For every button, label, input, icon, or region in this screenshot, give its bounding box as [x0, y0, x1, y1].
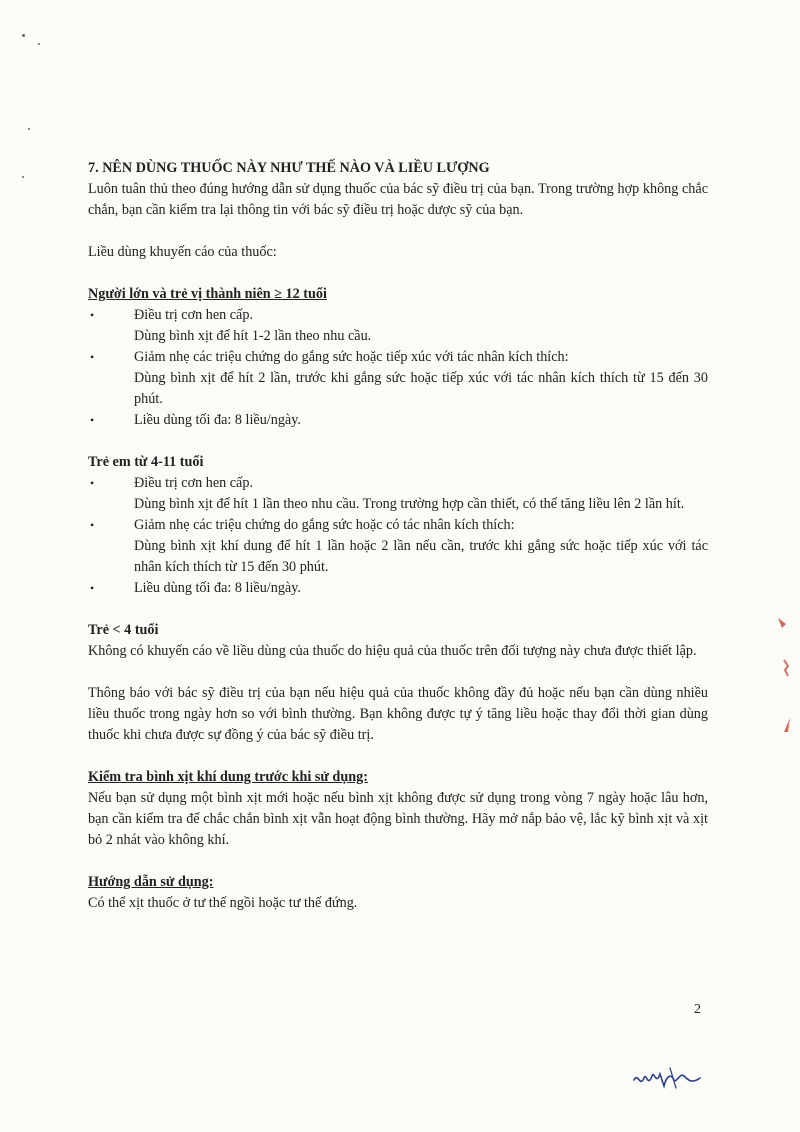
item-text: Điều trị cơn hen cấp.: [134, 475, 253, 491]
item-detail: Dùng bình xịt để hít 1-2 lần theo nhu cầu.: [134, 328, 372, 344]
adults-title: Người lớn và trẻ vị thành niên ≥ 12 tuổi: [88, 286, 327, 302]
item-text: Giảm nhẹ các triệu chứng do gắng sức hoặc tiếp xúc với tác nhân kích thích:: [134, 349, 569, 365]
signature-icon: [630, 1058, 710, 1098]
list-item: [88, 515, 708, 578]
adults-list: [88, 305, 708, 431]
section-heading: 7. NÊN DÙNG THUỐC NÀY NHƯ THẾ NÀO VÀ LIỀU LƯỢNG: [88, 160, 490, 176]
usage-title: Hướng dẫn sử dụng:: [88, 874, 214, 890]
item-text: Giảm nhẹ các triệu chứng do gắng sức hoặc có tác nhân kích thích:: [134, 517, 515, 533]
scan-speck: [28, 128, 30, 130]
bullet-icon: •: [90, 413, 95, 427]
under4-text: Không có khuyến cáo về liều dùng của thuốc do hiệu quả của thuốc trên đối tượng này chưa được thiết lập.: [88, 643, 697, 659]
children-title: Trẻ em từ 4-11 tuổi: [88, 454, 204, 470]
item-detail: Dùng bình xịt để hít 1 lần theo nhu cầu. Trong trường hợp cần thiết, có thể tăng liều lên 2 lần hít.: [134, 496, 685, 512]
notify-paragraph: Thông báo với bác sỹ điều trị của bạn nếu hiệu quả của thuốc không đầy đủ hoặc nếu bạn cần dùng nhiều liều thuốc trong ngày hơn so với bình thường. Bạn không được tự ý tăng liều hoặc thay đổi thời gian dùng thuốc khi chưa được sự đồng ý của bác sỹ điều trị.: [88, 685, 708, 743]
red-margin-mark: [776, 616, 790, 630]
list-item: [88, 410, 708, 431]
item-detail: Dùng bình xịt khí dung để hít 1 lần hoặc 2 lần nếu cần, trước khi gắng sức hoặc tiếp xúc với tác nhân kích thích từ 15 đến 30 phút.: [134, 538, 708, 575]
scan-speck: [22, 34, 25, 37]
under4-title: Trẻ < 4 tuổi: [88, 622, 159, 638]
check-text: Nếu bạn sử dụng một bình xịt mới hoặc nếu bình xịt không được sử dụng trong vòng 7 ngày hoặc lâu hơn, bạn cần kiểm tra để chắc chắn bình xịt vẫn hoạt động bình thường. Hãy mở nắp bảo vệ, lắc kỹ bình xịt và xịt bỏ 2 nhát vào không khí.: [88, 790, 708, 848]
scan-speck: [22, 176, 24, 178]
item-text: Điều trị cơn hen cấp.: [134, 307, 253, 323]
red-margin-mark: [780, 716, 794, 736]
recommended-dose-label: Liều dùng khuyến cáo của thuốc:: [88, 244, 277, 260]
scan-speck: [38, 43, 40, 45]
bullet-icon: •: [90, 350, 95, 364]
item-text: Liều dùng tối đa: 8 liều/ngày.: [134, 580, 301, 596]
check-title: Kiểm tra bình xịt khí dung trước khi sử dụng:: [88, 769, 368, 785]
page-number: 2: [694, 1002, 701, 1017]
bullet-icon: •: [90, 581, 95, 595]
list-item: [88, 305, 708, 347]
children-list: [88, 473, 708, 599]
usage-text: Có thể xịt thuốc ở tư thế ngồi hoặc tư thế đứng.: [88, 895, 358, 911]
item-detail: Dùng bình xịt để hít 2 lần, trước khi gắng sức hoặc tiếp xúc với tác nhân kích thích từ 15 đến 30 phút.: [134, 370, 708, 407]
item-text: Liều dùng tối đa: 8 liều/ngày.: [134, 412, 301, 428]
bullet-icon: •: [90, 476, 95, 490]
bullet-icon: •: [90, 308, 95, 322]
intro-paragraph: Luôn tuân thủ theo đúng hướng dẫn sử dụng thuốc của bác sỹ điều trị của bạn. Trong trường hợp không chắc chắn, bạn cần kiểm tra lại thông tin với bác sỹ điều trị hoặc dược sỹ của bạn.: [88, 181, 708, 218]
list-item: [88, 473, 708, 515]
list-item: [88, 578, 708, 599]
list-item: [88, 347, 708, 410]
red-margin-mark: [780, 658, 792, 680]
document-body: [88, 158, 708, 914]
bullet-icon: •: [90, 518, 95, 532]
